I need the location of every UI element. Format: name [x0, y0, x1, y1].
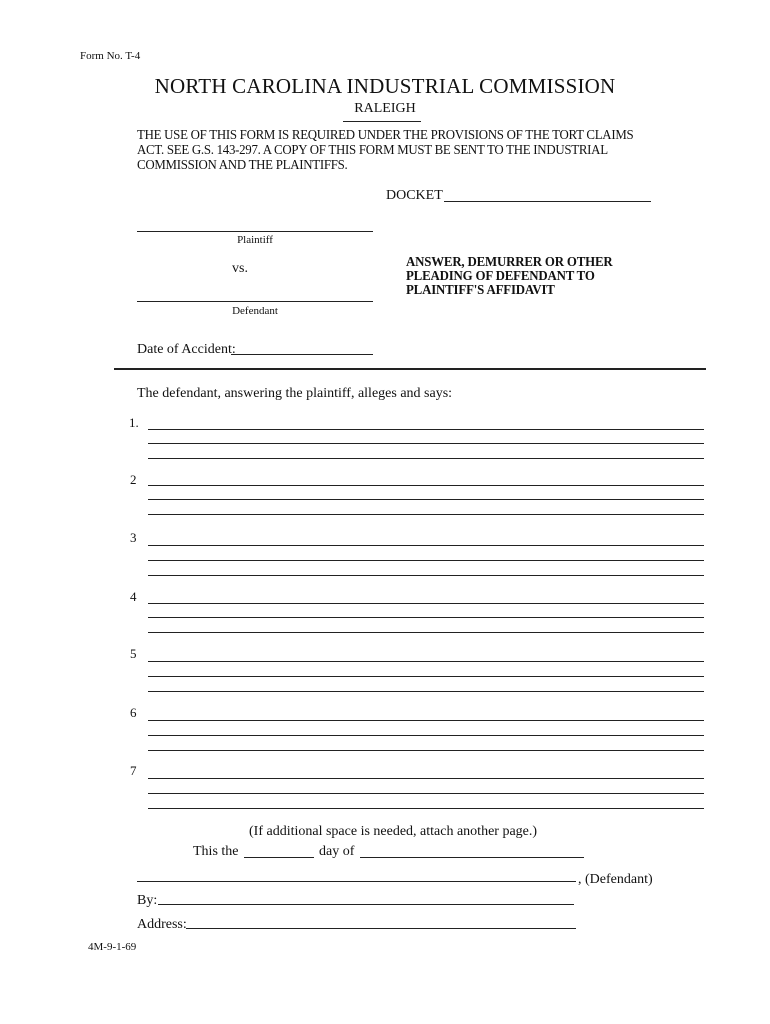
date-of-accident-field[interactable] [231, 354, 373, 355]
month-year-field[interactable] [360, 857, 584, 858]
heading-line: PLEADING OF DEFENDANT TO [406, 269, 595, 284]
section-divider [114, 368, 706, 370]
form-number: Form No. T-4 [80, 50, 141, 62]
item-line[interactable] [148, 617, 704, 618]
item-line[interactable] [148, 750, 704, 751]
notice-text [137, 128, 633, 173]
defendant-label: Defendant [232, 305, 278, 317]
item-line[interactable] [148, 560, 704, 561]
notice-line: THE USE OF THIS FORM IS REQUIRED UNDER THE PROVISIONS OF THE TORT CLAIMS [137, 128, 634, 143]
docket-label: DOCKET [386, 188, 443, 203]
date-of-accident-label: Date of Accident: [137, 342, 236, 357]
by-label: By: [137, 893, 158, 908]
by-field[interactable] [158, 904, 574, 905]
item-number: 7 [130, 763, 137, 778]
address-field[interactable] [186, 928, 576, 929]
item-line[interactable] [148, 443, 704, 444]
day-of-label: day of [319, 844, 355, 859]
item-line[interactable] [148, 499, 704, 500]
item-line[interactable] [148, 808, 704, 809]
item-line[interactable] [148, 735, 704, 736]
item-line[interactable] [148, 429, 704, 430]
item-line[interactable] [148, 458, 704, 459]
docket-field[interactable] [444, 201, 651, 202]
plaintiff-field[interactable] [137, 231, 373, 232]
item-number: 2 [130, 472, 137, 487]
item-line[interactable] [148, 514, 704, 515]
defendant-suffix: , (Defendant) [578, 872, 653, 887]
address-label: Address: [137, 917, 187, 932]
item-line[interactable] [148, 778, 704, 779]
item-number: 1. [129, 415, 139, 430]
notice-line: ACT. SEE G.S. 143-297. A COPY OF THIS FORM MUST BE SENT TO THE INDUSTRIAL [137, 143, 608, 158]
answer-intro: The defendant, answering the plaintiff, alleges and says: [137, 386, 453, 401]
plaintiff-label: Plaintiff [237, 234, 273, 246]
item-number: 6 [130, 705, 137, 720]
city-label: RALEIGH [354, 101, 416, 116]
heading-line: PLAINTIFF'S AFFIDAVIT [406, 283, 555, 298]
item-number: 4 [130, 589, 137, 604]
item-line[interactable] [148, 793, 704, 794]
item-line[interactable] [148, 632, 704, 633]
versus-label: vs. [232, 261, 248, 276]
city-underline [343, 121, 421, 122]
item-number: 3 [130, 530, 137, 545]
this-the-label: This the [193, 844, 239, 859]
notice-line: COMMISSION AND THE PLAINTIFFS. [137, 158, 348, 173]
item-line[interactable] [148, 661, 704, 662]
item-line[interactable] [148, 485, 704, 486]
item-line[interactable] [148, 603, 704, 604]
item-line[interactable] [148, 545, 704, 546]
pleading-heading [406, 256, 613, 298]
defendant-field[interactable] [137, 301, 373, 302]
item-line[interactable] [148, 575, 704, 576]
day-field[interactable] [244, 857, 314, 858]
heading-line: ANSWER, DEMURRER OR OTHER [406, 255, 613, 270]
item-line[interactable] [148, 676, 704, 677]
page-title: NORTH CAROLINA INDUSTRIAL COMMISSION [154, 74, 616, 98]
item-line[interactable] [148, 720, 704, 721]
item-line[interactable] [148, 691, 704, 692]
defendant-signature-field[interactable] [137, 881, 576, 882]
additional-space-note: (If additional space is needed, attach another page.) [249, 824, 538, 839]
form-code: 4M-9-1-69 [88, 941, 137, 953]
item-number: 5 [130, 646, 137, 661]
